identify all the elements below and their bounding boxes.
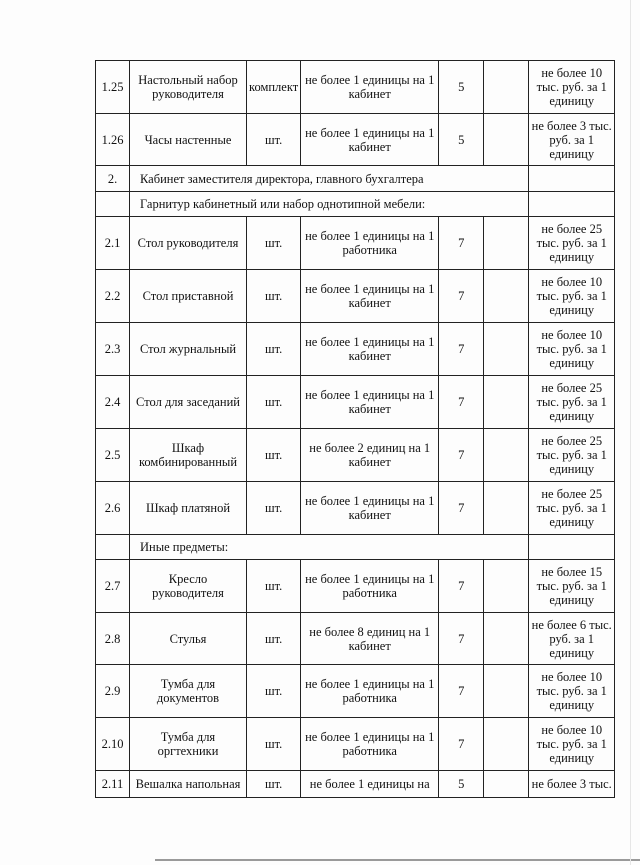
item-price: не более 25 тыс. руб. за 1 единицу xyxy=(529,482,615,535)
item-unit: шт. xyxy=(247,429,301,482)
item-price: не более 25 тыс. руб. за 1 единицу xyxy=(529,217,615,270)
item-norm: не более 1 единицы на 1 кабинет xyxy=(301,323,439,376)
item-years: 5 xyxy=(439,771,484,798)
item-extra xyxy=(484,61,529,114)
table-row xyxy=(96,376,615,429)
item-norm: не более 1 единицы на xyxy=(301,771,439,798)
row-number: 2. xyxy=(96,166,130,192)
item-price: не более 25 тыс. руб. за 1 единицу xyxy=(529,376,615,429)
table-row xyxy=(96,114,615,166)
item-name: Стол руководителя xyxy=(130,217,247,270)
item-years: 5 xyxy=(439,114,484,166)
item-name: Тумба для оргтехники xyxy=(130,718,247,771)
row-number: 1.26 xyxy=(96,114,130,166)
item-unit: шт. xyxy=(247,718,301,771)
row-number: 2.11 xyxy=(96,771,130,798)
section-row xyxy=(96,166,615,192)
item-name: Стол для заседаний xyxy=(130,376,247,429)
item-norm: не более 1 единицы на 1 кабинет xyxy=(301,482,439,535)
table-row xyxy=(96,61,615,114)
item-name: Шкаф комбинированный xyxy=(130,429,247,482)
table-row xyxy=(96,323,615,376)
row-number: 2.8 xyxy=(96,613,130,665)
row-number: 2.9 xyxy=(96,665,130,718)
item-extra xyxy=(484,114,529,166)
item-norm: не более 1 единицы на 1 работника xyxy=(301,665,439,718)
item-price: не более 3 тыс. руб. за 1 единицу xyxy=(529,114,615,166)
item-unit: шт. xyxy=(247,665,301,718)
item-years: 7 xyxy=(439,718,484,771)
item-norm: не более 1 единицы на 1 работника xyxy=(301,217,439,270)
table-row xyxy=(96,560,615,613)
item-extra xyxy=(484,482,529,535)
item-extra xyxy=(484,323,529,376)
item-name: Настольный набор руководителя xyxy=(130,61,247,114)
item-price: не более 10 тыс. руб. за 1 единицу xyxy=(529,718,615,771)
item-norm: не более 8 единиц на 1 кабинет xyxy=(301,613,439,665)
item-name: Шкаф платяной xyxy=(130,482,247,535)
item-extra xyxy=(484,270,529,323)
item-unit: шт. xyxy=(247,270,301,323)
table-row xyxy=(96,217,615,270)
item-name: Стол приставной xyxy=(130,270,247,323)
item-unit: шт. xyxy=(247,376,301,429)
item-norm: не более 1 единицы на 1 работника xyxy=(301,718,439,771)
item-years: 7 xyxy=(439,482,484,535)
item-years: 7 xyxy=(439,560,484,613)
item-name: Стулья xyxy=(130,613,247,665)
item-price: не более 10 тыс. руб. за 1 единицу xyxy=(529,270,615,323)
item-name: Часы настенные xyxy=(130,114,247,166)
item-years: 7 xyxy=(439,613,484,665)
row-number: 2.6 xyxy=(96,482,130,535)
item-price: не более 3 тыс. xyxy=(529,771,615,798)
item-name: Тумба для документов xyxy=(130,665,247,718)
row-number: 1.25 xyxy=(96,61,130,114)
norms-table xyxy=(95,60,615,798)
item-norm: не более 1 единицы на 1 кабинет xyxy=(301,61,439,114)
item-unit: шт. xyxy=(247,771,301,798)
section-row xyxy=(96,192,615,217)
item-extra xyxy=(484,771,529,798)
item-extra xyxy=(484,376,529,429)
item-name: Стол журнальный xyxy=(130,323,247,376)
item-unit: шт. xyxy=(247,217,301,270)
item-extra xyxy=(484,665,529,718)
item-unit: шт. xyxy=(247,323,301,376)
item-price: не более 6 тыс. руб. за 1 единицу xyxy=(529,613,615,665)
item-unit: шт. xyxy=(247,114,301,166)
item-price: не более 10 тыс. руб. за 1 единицу xyxy=(529,323,615,376)
table-row xyxy=(96,270,615,323)
row-number: 2.5 xyxy=(96,429,130,482)
item-years: 7 xyxy=(439,217,484,270)
item-extra xyxy=(484,613,529,665)
section-title: Гарнитур кабинетный или набор однотипной мебели: xyxy=(130,192,529,217)
scan-artifact-line xyxy=(155,859,640,861)
item-norm: не более 1 единицы на 1 кабинет xyxy=(301,114,439,166)
item-norm: не более 1 единицы на 1 работника xyxy=(301,560,439,613)
table-row xyxy=(96,429,615,482)
section-title: Кабинет заместителя директора, главного бухгалтера xyxy=(130,166,529,192)
item-unit: шт. xyxy=(247,613,301,665)
item-years: 7 xyxy=(439,323,484,376)
section-title: Иные предметы: xyxy=(130,535,529,560)
item-price xyxy=(529,166,615,192)
item-price: не более 10 тыс. руб. за 1 единицу xyxy=(529,665,615,718)
table-row xyxy=(96,665,615,718)
row-number: 2.2 xyxy=(96,270,130,323)
item-price xyxy=(529,192,615,217)
item-unit: комплект xyxy=(247,61,301,114)
row-number xyxy=(96,192,130,217)
row-number: 2.7 xyxy=(96,560,130,613)
row-number: 2.10 xyxy=(96,718,130,771)
item-price: не более 25 тыс. руб. за 1 единицу xyxy=(529,429,615,482)
row-number: 2.1 xyxy=(96,217,130,270)
row-number xyxy=(96,535,130,560)
table-row xyxy=(96,718,615,771)
item-extra xyxy=(484,560,529,613)
item-years: 7 xyxy=(439,270,484,323)
row-number: 2.4 xyxy=(96,376,130,429)
item-norm: не более 2 единиц на 1 кабинет xyxy=(301,429,439,482)
item-norm: не более 1 единицы на 1 кабинет xyxy=(301,376,439,429)
item-price: не более 10 тыс. руб. за 1 единицу xyxy=(529,61,615,114)
item-extra xyxy=(484,718,529,771)
row-number: 2.3 xyxy=(96,323,130,376)
section-row xyxy=(96,535,615,560)
item-years: 7 xyxy=(439,429,484,482)
item-unit: шт. xyxy=(247,482,301,535)
table-row xyxy=(96,482,615,535)
item-unit: шт. xyxy=(247,560,301,613)
table-row xyxy=(96,613,615,665)
item-name: Вешалка напольная xyxy=(130,771,247,798)
item-years: 7 xyxy=(439,376,484,429)
item-years: 7 xyxy=(439,665,484,718)
item-price: не более 15 тыс. руб. за 1 единицу xyxy=(529,560,615,613)
scan-edge-shadow xyxy=(630,0,631,865)
item-years: 5 xyxy=(439,61,484,114)
item-name: Кресло руководителя xyxy=(130,560,247,613)
item-extra xyxy=(484,217,529,270)
table-row xyxy=(96,771,615,798)
item-extra xyxy=(484,429,529,482)
item-price xyxy=(529,535,615,560)
item-norm: не более 1 единицы на 1 кабинет xyxy=(301,270,439,323)
